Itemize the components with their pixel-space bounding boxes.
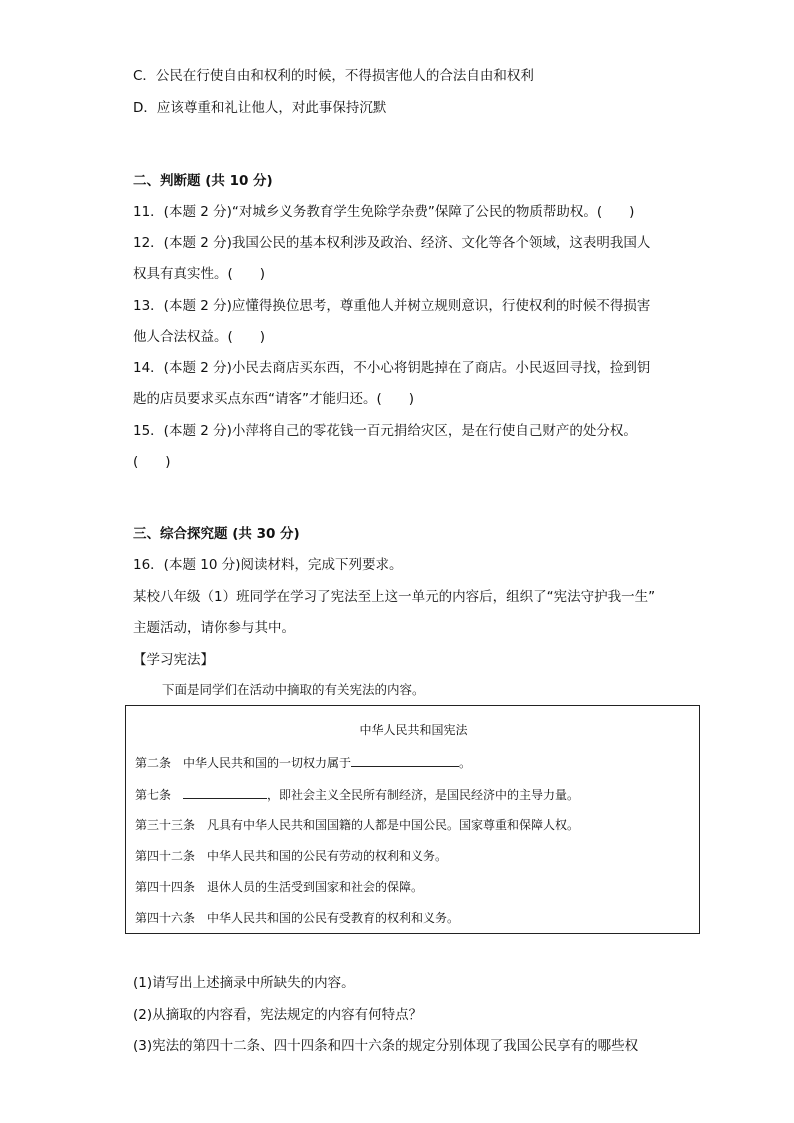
article-2 [135,754,471,771]
question-14-line-1: 14．(本题 2 分)小民去商店买东西，不小心将钥匙掉在了商店。小民返回寻找，捡到钥 [133,360,651,376]
article-42: 第四十二条 中华人民共和国的公民有劳动的权利和义务。 [135,849,448,863]
article-2-end: 。 [459,756,472,770]
section-heading-judgment: 二、判断题 (共 10 分) [133,173,273,189]
option-c: C．公民在行使自由和权利的时候，不得损害他人的合法自由和权利 [133,68,534,84]
excerpt-intro: 下面是同学们在活动中摘取的有关宪法的内容。 [162,682,425,697]
question-13-line-2: 他人合法权益。( ) [133,329,266,345]
question-15-line-1: 15．(本题 2 分)小萍将自己的零花钱一百元捐给灾区，是在行使自己财产的处分权。 [133,423,637,439]
question-16-line-3: 主题活动，请你参与其中。 [133,620,295,636]
question-11: 11．(本题 2 分)“对城乡义务教育学生免除学杂费”保障了公民的物质帮助权。( ) [133,204,635,220]
article-46: 第四十六条 中华人民共和国的公民有受教育的权利和义务。 [135,911,460,925]
subquestion-2: (2)从摘取的内容看，宪法规定的内容有何特点？ [133,1007,423,1023]
article-44: 第四十四条 退休人员的生活受到国家和社会的保障。 [135,880,424,894]
subquestion-1: (1)请写出上述摘录中所缺失的内容。 [133,975,355,991]
option-d: D．应该尊重和礼让他人，对此事保持沉默 [133,100,387,116]
article-7-blank [183,786,267,799]
constitution-excerpt-box [125,705,700,934]
subheading-study-constitution: 【学习宪法】 [133,652,214,668]
excerpt-title: 中华人民共和国宪法 [359,723,468,737]
article-7 [135,786,579,803]
article-2-text: 第二条 中华人民共和国的一切权力属于 [135,756,352,770]
question-12-line-2: 权具有真实性。( ) [133,266,266,282]
article-7-label: 第七条 [135,788,184,802]
article-7-text: ，即社会主义全民所有制经济，是国民经济中的主导力量。 [267,788,580,802]
question-13-line-1: 13．(本题 2 分)应懂得换位思考，尊重他人并树立规则意识，行使权利的时候不得损害 [133,298,651,314]
article-2-blank [351,754,459,767]
question-16-line-1: 16．(本题 10 分)阅读材料，完成下列要求。 [133,557,403,573]
question-15-line-2: ( ) [133,454,171,470]
question-14-line-2: 匙的店员要求买点东西“请客”才能归还。( ) [133,391,415,407]
article-33: 第三十三条 凡具有中华人民共和国国籍的人都是中国公民。国家尊重和保障人权。 [135,818,580,832]
section-heading-comprehensive: 三、综合探究题 (共 30 分) [133,526,300,542]
question-16-line-2: 某校八年级（1）班同学在学习了宪法至上这一单元的内容后，组织了“宪法守护我一生” [133,589,656,605]
subquestion-3: (3)宪法的第四十二条、四十四条和四十六条的规定分别体现了我国公民享有的哪些权 [133,1038,639,1054]
question-12-line-1: 12．(本题 2 分)我国公民的基本权利涉及政治、经济、文化等各个领域，这表明我国人 [133,235,651,251]
